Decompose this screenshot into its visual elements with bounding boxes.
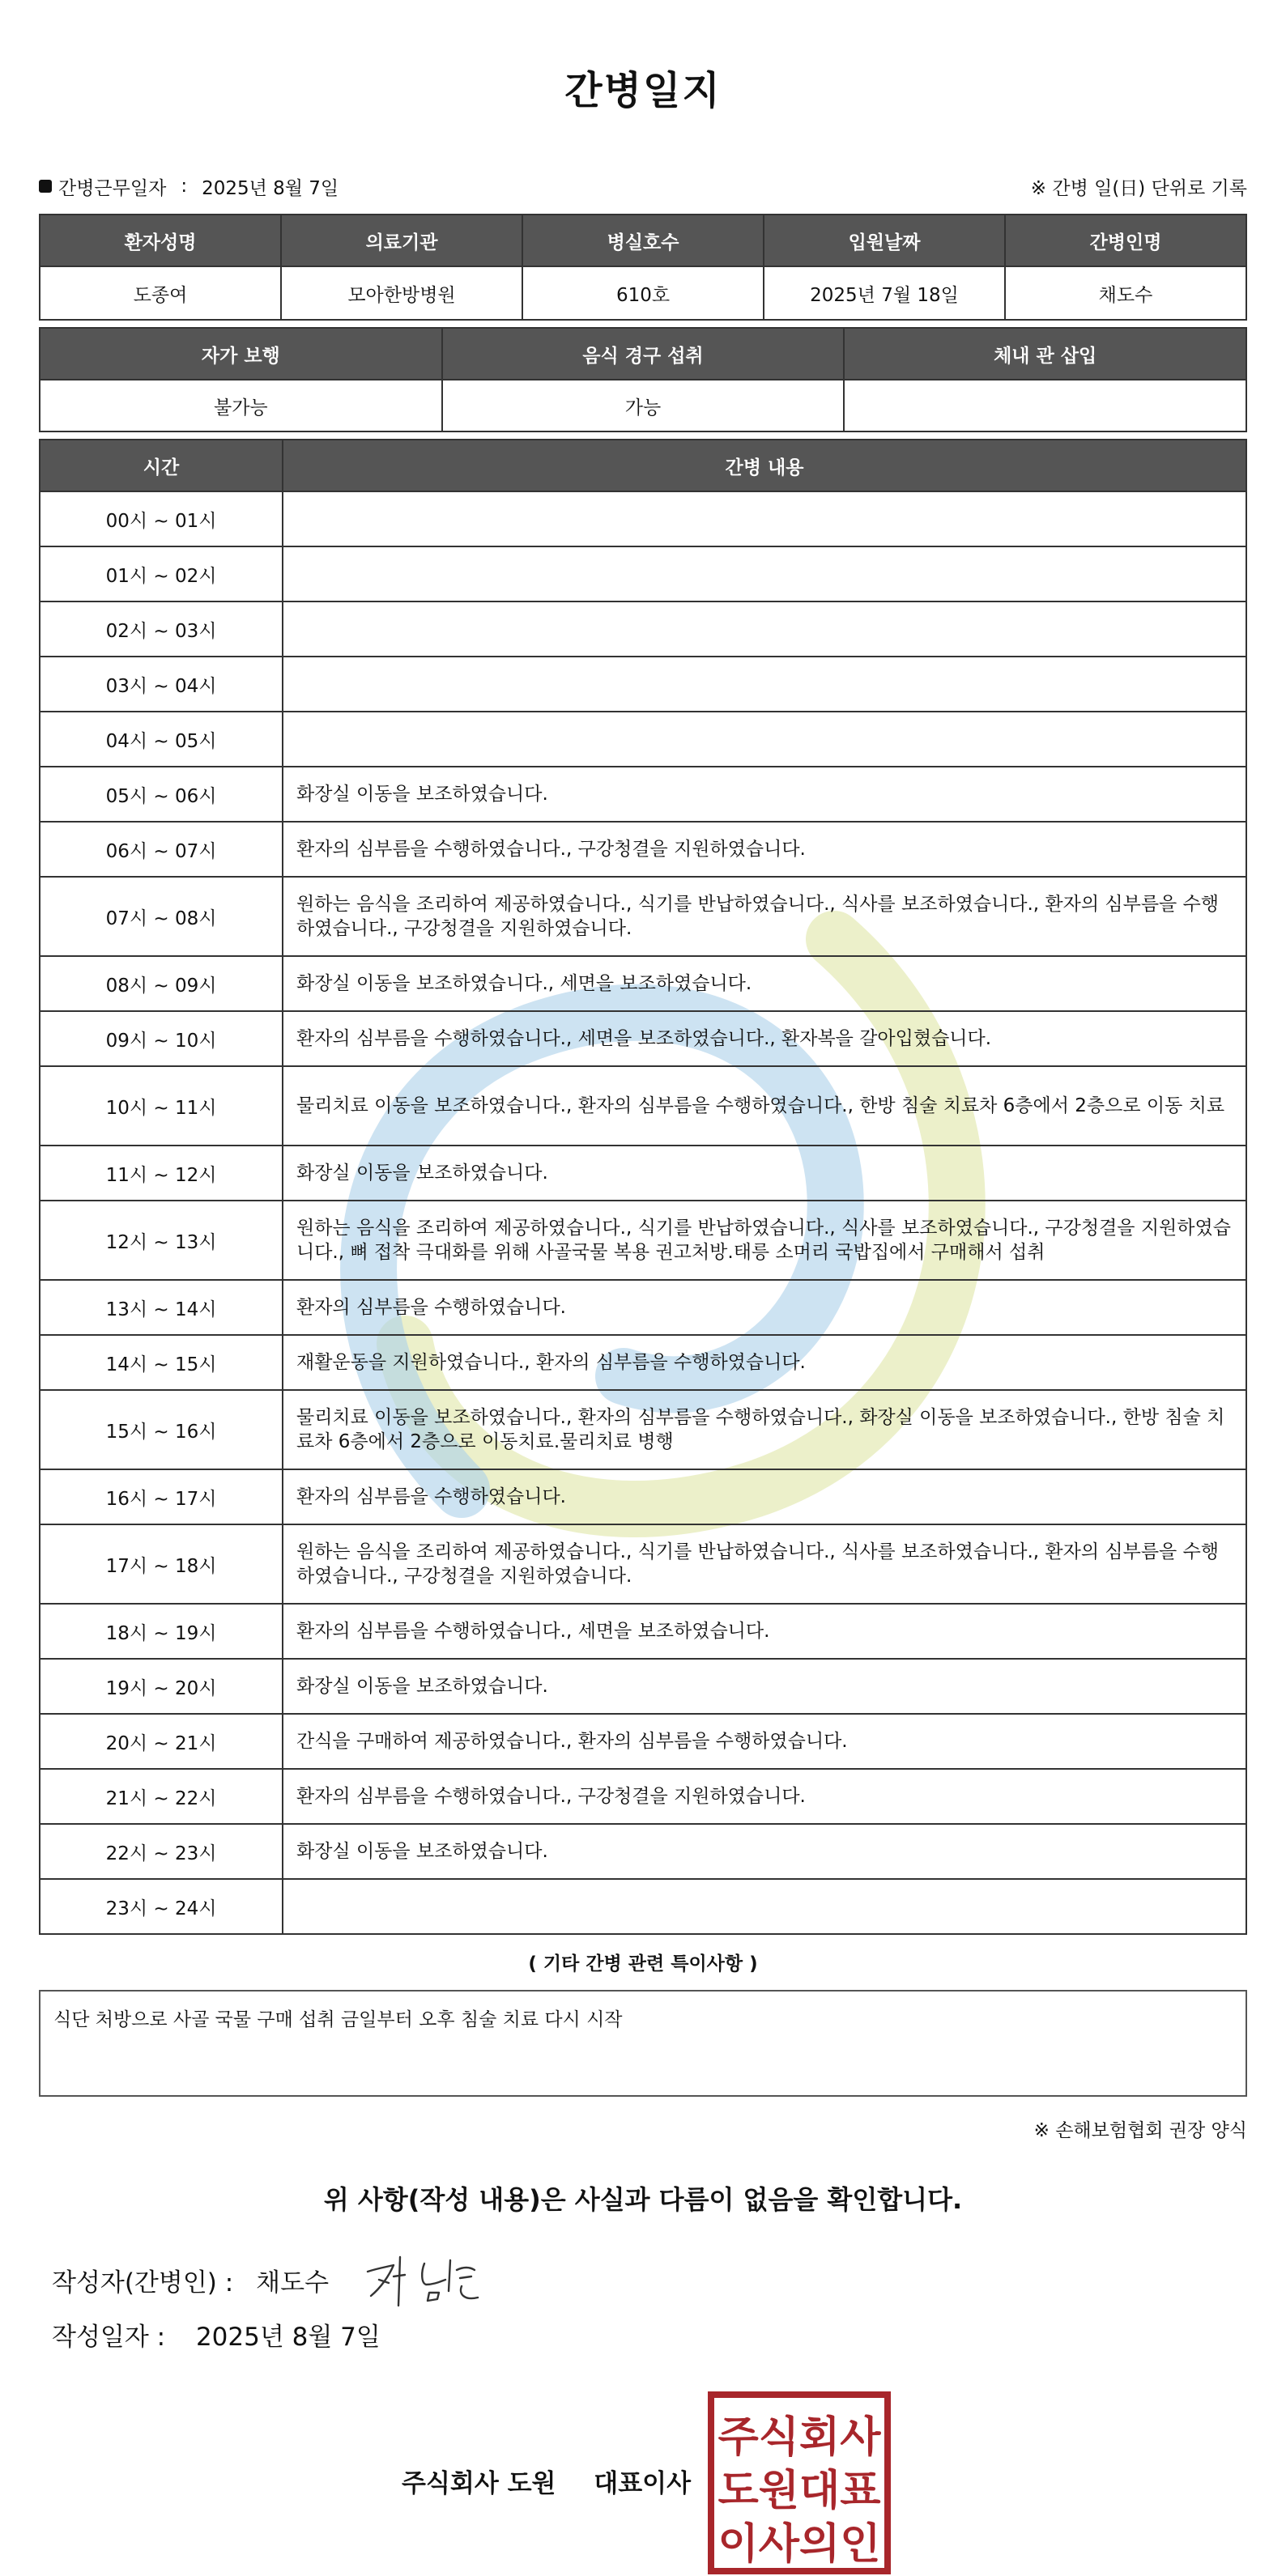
- time-cell: 14시 ~ 15시: [40, 1335, 283, 1390]
- care-content-cell: 원하는 음식을 조리하여 제공하였습니다., 식기를 반납하였습니다., 식사를 보조하였습니다., 환자의 심부름을 수행하였습니다., 구강청결을 지원하였습니다.: [283, 1524, 1246, 1604]
- time-cell: 17시 ~ 18시: [40, 1524, 283, 1604]
- table-row: [40, 877, 1246, 956]
- time-cell: 04시 ~ 05시: [40, 712, 283, 767]
- table-row: [40, 1604, 1246, 1659]
- caregiver-name: 채도수: [1005, 266, 1246, 320]
- page-title: 간병일지: [564, 68, 722, 113]
- table-row: [40, 1714, 1246, 1769]
- time-cell: 08시 ~ 09시: [40, 956, 283, 1011]
- work-date-label: 간병근무일자: [58, 177, 167, 199]
- table-row: [40, 956, 1246, 1011]
- time-cell: 12시 ~ 13시: [40, 1201, 283, 1280]
- writer-row: [39, 2247, 1247, 2312]
- time-cell: 10시 ~ 11시: [40, 1066, 283, 1146]
- work-date-row: [39, 170, 1247, 202]
- table-row: [40, 767, 1246, 822]
- care-content-cell: 재활운동을 지원하였습니다., 환자의 심부름을 수행하였습니다.: [283, 1335, 1246, 1390]
- time-cell: 01시 ~ 02시: [40, 546, 283, 601]
- table-row: [40, 1335, 1246, 1390]
- time-cell: 03시 ~ 04시: [40, 657, 283, 712]
- time-cell: 23시 ~ 24시: [40, 1879, 283, 1934]
- patient-info-table: [39, 214, 1247, 321]
- care-content-cell: [283, 1879, 1246, 1934]
- header-room: 병실호수: [522, 215, 764, 266]
- care-content-cell: 화장실 이동을 보조하였습니다.: [283, 1824, 1246, 1879]
- table-row: [40, 712, 1246, 767]
- table-row: [40, 491, 1246, 546]
- signature-mark: [361, 2247, 499, 2312]
- care-log-table: [39, 439, 1247, 1935]
- company-row: [39, 2374, 1247, 2568]
- seal-line-2: 도원대표: [718, 2467, 881, 2515]
- work-date-value: 2025년 8월 7일: [202, 177, 339, 199]
- seal-line-1: 주식회사: [718, 2413, 881, 2462]
- care-content-cell: 화장실 이동을 보조하였습니다.: [283, 1659, 1246, 1714]
- care-content-cell: [283, 491, 1246, 546]
- care-content-cell: 화장실 이동을 보조하였습니다., 세면을 보조하였습니다.: [283, 956, 1246, 1011]
- written-date-label: 작성일자 :: [52, 2323, 166, 2352]
- time-cell: 07시 ~ 08시: [40, 877, 283, 956]
- table-row: [40, 822, 1246, 877]
- care-content-cell: 환자의 심부름을 수행하였습니다., 세면을 보조하였습니다.: [283, 1604, 1246, 1659]
- care-content-cell: 원하는 음식을 조리하여 제공하였습니다., 식기를 반납하였습니다., 식사를 보조하였습니다., 환자의 심부름을 수행하였습니다., 구강청결을 지원하였습니다.: [283, 877, 1246, 956]
- header-oral-intake: 음식 경구 섭취: [442, 328, 845, 380]
- time-cell: 18시 ~ 19시: [40, 1604, 283, 1659]
- walking-status: 불가능: [40, 380, 442, 431]
- table-row: [40, 1469, 1246, 1524]
- record-note: ※ 간병 일(日) 단위로 기록: [1030, 177, 1247, 199]
- care-content-cell: [283, 712, 1246, 767]
- special-notes-text: 식단 처방으로 사골 국물 구매 섭취 금일부터 오후 침술 치료 다시 시작: [53, 2009, 623, 2030]
- care-content-cell: 화장실 이동을 보조하였습니다.: [283, 1146, 1246, 1201]
- work-date-sep: :: [181, 176, 188, 197]
- room-number: 610호: [522, 266, 764, 320]
- patient-name: 도종여: [40, 266, 281, 320]
- writer-label: 작성자(간병인) :: [52, 2268, 234, 2298]
- table-row: [40, 1146, 1246, 1201]
- care-content-cell: [283, 546, 1246, 601]
- care-content-cell: [283, 657, 1246, 712]
- care-content-cell: 환자의 심부름을 수행하였습니다., 구강청결을 지원하였습니다.: [283, 1769, 1246, 1824]
- seal-line-3: 이사의인: [718, 2520, 881, 2569]
- oral-intake-status: 가능: [442, 380, 845, 431]
- header-care-content: 간병 내용: [283, 440, 1246, 491]
- table-row: [40, 1390, 1246, 1469]
- care-content-cell: 화장실 이동을 보조하였습니다.: [283, 767, 1246, 822]
- special-notes-box: [39, 1990, 1247, 2097]
- patient-status-table: [39, 327, 1247, 432]
- ceo-label: 대표이사: [594, 2469, 692, 2498]
- time-cell: 09시 ~ 10시: [40, 1011, 283, 1066]
- care-content-cell: 원하는 음식을 조리하여 제공하였습니다., 식기를 반납하였습니다., 식사를 보조하였습니다., 구강청결을 지원하였습니다., 뼈 접착 극대화를 위해 사골국물 복용 권고처방.태릉 소머리 국밥집에서 구매해서 섭취: [283, 1201, 1246, 1280]
- special-notes-title: ( 기타 간병 관련 특이사항 ): [528, 1953, 758, 1975]
- care-content-cell: 환자의 심부름을 수행하였습니다., 세면을 보조하였습니다., 환자복을 갈아입혔습니다.: [283, 1011, 1246, 1066]
- company-seal: [706, 2390, 892, 2576]
- table-row: [40, 1879, 1246, 1934]
- time-cell: 16시 ~ 17시: [40, 1469, 283, 1524]
- admission-date: 2025년 7월 18일: [764, 266, 1005, 320]
- time-cell: 05시 ~ 06시: [40, 767, 283, 822]
- table-row: [40, 1066, 1246, 1146]
- written-date-row: [39, 2317, 1247, 2357]
- header-caregiver: 간병인명: [1005, 215, 1246, 266]
- table-row: [40, 1524, 1246, 1604]
- header-admission-date: 입원날짜: [764, 215, 1005, 266]
- table-row: [40, 1824, 1246, 1879]
- time-cell: 19시 ~ 20시: [40, 1659, 283, 1714]
- care-content-cell: 환자의 심부름을 수행하였습니다.: [283, 1280, 1246, 1335]
- table-row: [40, 546, 1246, 601]
- time-cell: 22시 ~ 23시: [40, 1824, 283, 1879]
- care-content-cell: 환자의 심부름을 수행하였습니다., 구강청결을 지원하였습니다.: [283, 822, 1246, 877]
- company-name: 주식회사 도원: [402, 2469, 556, 2498]
- table-row: [40, 1201, 1246, 1280]
- time-cell: 06시 ~ 07시: [40, 822, 283, 877]
- table-row: [40, 1280, 1246, 1335]
- care-content-cell: [283, 601, 1246, 657]
- care-content-cell: 간식을 구매하여 제공하였습니다., 환자의 심부름을 수행하였습니다.: [283, 1714, 1246, 1769]
- table-row: [40, 1011, 1246, 1066]
- writer-name: 채도수: [256, 2268, 330, 2298]
- table-row: [40, 601, 1246, 657]
- tube-status: [844, 380, 1246, 431]
- table-row: [40, 1769, 1246, 1824]
- time-cell: 02시 ~ 03시: [40, 601, 283, 657]
- confirm-statement: 위 사항(작성 내용)은 사실과 다름이 없음을 확인합니다.: [323, 2184, 963, 2215]
- time-cell: 21시 ~ 22시: [40, 1769, 283, 1824]
- care-content-cell: 물리치료 이동을 보조하였습니다., 환자의 심부름을 수행하였습니다., 한방 침술 치료차 6층에서 2층으로 이동 치료: [283, 1066, 1246, 1146]
- header-walking: 자가 보행: [40, 328, 442, 380]
- header-hospital: 의료기관: [281, 215, 522, 266]
- time-cell: 13시 ~ 14시: [40, 1280, 283, 1335]
- time-cell: 00시 ~ 01시: [40, 491, 283, 546]
- time-cell: 15시 ~ 16시: [40, 1390, 283, 1469]
- written-date-value: 2025년 8월 7일: [195, 2323, 381, 2352]
- care-content-cell: 환자의 심부름을 수행하였습니다.: [283, 1469, 1246, 1524]
- header-tube: 체내 관 삽입: [844, 328, 1246, 380]
- recommend-note: ※ 손해보험협회 권장 양식: [1033, 2120, 1247, 2141]
- header-time: 시간: [40, 440, 283, 491]
- bullet-square-icon: [39, 180, 52, 193]
- hospital-name: 모아한방병원: [281, 266, 522, 320]
- time-cell: 20시 ~ 21시: [40, 1714, 283, 1769]
- header-patient-name: 환자성명: [40, 215, 281, 266]
- care-content-cell: 물리치료 이동을 보조하였습니다., 환자의 심부름을 수행하였습니다., 화장실 이동을 보조하였습니다., 한방 침술 치료차 6층에서 2층으로 이동치료.물리치료 병행: [283, 1390, 1246, 1469]
- table-row: [40, 657, 1246, 712]
- time-cell: 11시 ~ 12시: [40, 1146, 283, 1201]
- table-row: [40, 1659, 1246, 1714]
